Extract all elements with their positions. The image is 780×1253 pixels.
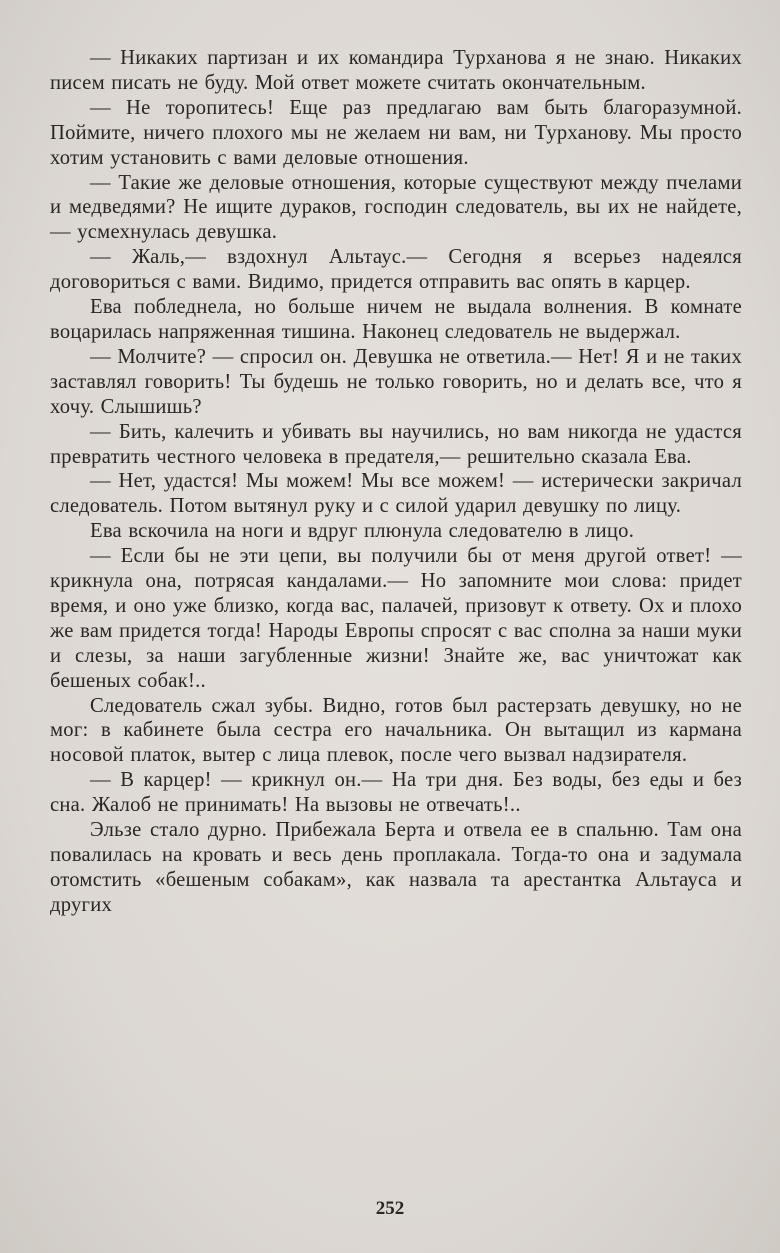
paragraph: Следователь сжал зубы. Видно, готов был растерзать девушку, но не мог: в кабинете была сестра его начальника. Он вытащил из кармана носовой платок, вытер с лица плевок, после чего вызвал надзирателя. [50, 694, 742, 767]
paragraph: — Такие же деловые отношения, которые существуют между пчелами и медведями? Не ищите дураков, господин следователь, вы их не найдете,— усмехнулась девушка. [50, 171, 742, 244]
paragraph: Ева вскочила на ноги и вдруг плюнула следователю в лицо. [90, 520, 635, 543]
page-text-body [50, 46, 742, 918]
paragraph: Эльзе стало дурно. Прибежала Берта и отвела ее в спальню. Там она повалилась на кровать и весь день проплакала. Тогда-то она и задумала отомстить «бешеным собакам», как назвала та арестантка Альтауса и других [50, 819, 742, 916]
paragraph: — Никаких партизан и их командира Турханова я не знаю. Никаких писем писать не буду. Мой ответ можете считать окончательным. [50, 47, 742, 94]
paragraph: — Жаль,— вздохнул Альтаус.— Сегодня я всерьез надеялся договориться с вами. Видимо, придется отправить вас опять в карцер. [50, 246, 742, 294]
paragraph: — Если бы не эти цепи, вы получили бы от меня другой ответ! — крикнула она, потрясая кандалами.— Но запомните мои слова: придет время, и оно уже близко, когда вас, палачей, призовут к ответу. Ох и плохо же вам придется тогда! Народы Европы спросят с вас сполна за наши муки и слезы, за наши загубленные жизни! Знайте же, вас уничтожат как бешеных собак!.. [50, 545, 742, 692]
paragraph: — Бить, калечить и убивать вы научились, но вам никогда не удастся превратить честного человека в предателя,— решительно сказала Ева. [50, 420, 742, 468]
paragraph: — Нет, удастся! Мы можем! Мы все можем! — истерически закричал следователь. Потом вытянул руку и с силой ударил девушку по лицу. [50, 470, 742, 518]
paragraph: — Молчите? — спросил он. Девушка не ответила.— Нет! Я и не таких заставлял говорить! Ты будешь не только говорить, но и делать все, что я хочу. Слышишь? [50, 345, 742, 418]
paragraph: Ева побледнела, но больше ничем не выдала волнения. В комнате воцарилась напряженная тишина. Наконец следователь не выдержал. [50, 296, 742, 343]
paragraph: — Не торопитесь! Еще раз предлагаю вам быть благоразумной. Поймите, ничего плохого мы не желаем ни вам, ни Турханову. Мы просто хотим установить с вами деловые отношения. [50, 96, 742, 169]
page-number: 252 [375, 1198, 405, 1219]
paragraph: — В карцер! — крикнул он.— На три дня. Без воды, без еды и без сна. Жалоб не принимать! На вызовы не отвечать!.. [50, 769, 742, 817]
